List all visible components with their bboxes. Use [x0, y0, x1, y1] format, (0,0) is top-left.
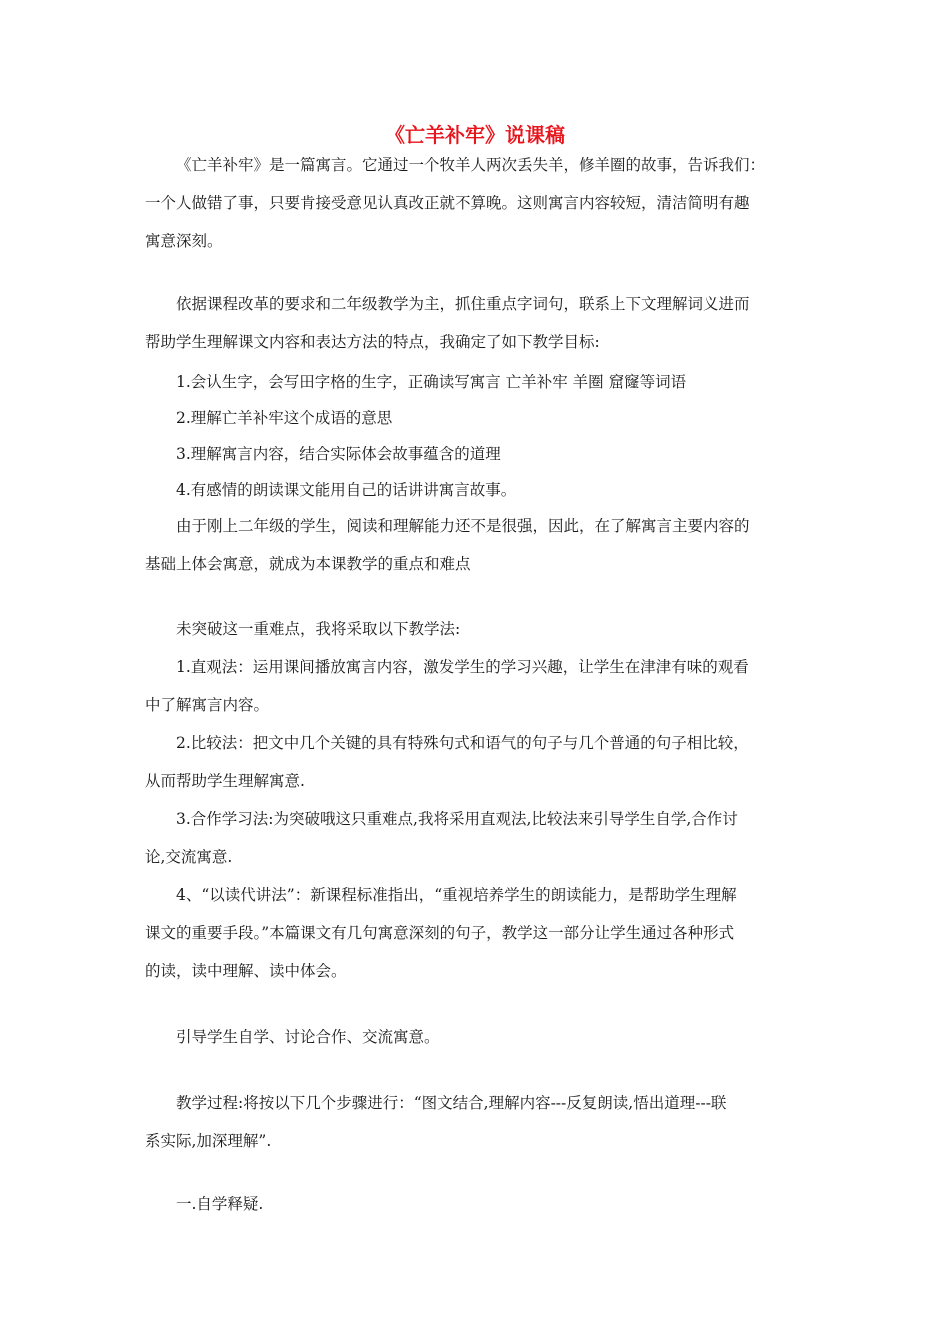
- step-1-heading: 一.自学释疑.: [176, 1195, 264, 1213]
- goals-intro-paragraph: [145, 285, 810, 361]
- intro-paragraph: [145, 146, 810, 260]
- guide-paragraph: 引导学生自学、讨论合作、交流寓意。: [176, 1028, 440, 1046]
- process-paragraph: 教学过程:将按以下几个步骤进行：“图文结合,理解内容---反复朗读,悟出道理---联 系实际,加深理解”.: [145, 1094, 727, 1150]
- goals-list: [145, 364, 810, 508]
- difficulty-line: 基础上体会寓意，就成为本课教学的重点和难点: [145, 555, 471, 573]
- difficulty-line: 由于刚上二年级的学生，阅读和理解能力还不是很强，因此，在了解寓言主要内容的: [176, 517, 750, 535]
- goal-item: 4.有感情的朗读课文能用自己的话讲讲寓言故事。: [176, 481, 517, 499]
- difficulty-paragraph: [145, 507, 810, 583]
- goals-intro-line: 帮助学生理解课文内容和表达方法的特点，我确定了如下教学目标:: [145, 333, 600, 351]
- intro-line: 《亡羊补牢》是一篇寓言。它通过一个牧羊人两次丢失羊，修羊圈的故事，告诉我们：: [176, 156, 766, 174]
- goal-item: 2.理解亡羊补牢这个成语的意思: [176, 409, 393, 427]
- goal-item: 3.理解寓言内容，结合实际体会故事蕴含的道理: [176, 445, 501, 463]
- document-title: 《亡羊补牢》说课稿: [385, 123, 565, 147]
- methods-intro: 未突破这一重难点，我将采取以下教学法:: [176, 620, 461, 638]
- method-1: 1.直观法：运用课间播放寓言内容，激发学生的学习兴趣，让学生在津津有味的观看 中了解寓言内容。: [145, 658, 749, 714]
- goals-intro-line: 依据课程改革的要求和二年级教学为主，抓住重点字词句，联系上下文理解词义进而: [176, 295, 750, 313]
- intro-line: 一个人做错了事，只要肯接受意见认真改正就不算晚。这则寓言内容较短，清洁简明有趣: [145, 194, 750, 212]
- method-2: 2.比较法：把文中几个关键的具有特殊句式和语气的句子与几个普通的句子相比较， 从而帮助学生理解寓意.: [145, 734, 749, 790]
- goal-item: 1.会认生字，会写田字格的生字，正确读写寓言 亡羊补牢 羊圈 窟窿等词语: [176, 373, 687, 391]
- intro-line: 寓意深刻。: [145, 232, 223, 250]
- method-3: 3.合作学习法:为突破哦这只重难点,我将采用直观法,比较法来引导学生自学,合作讨 论,交流寓意.: [145, 810, 738, 866]
- method-4: 4、“以读代讲法”：新课程标准指出，“重视培养学生的朗读能力，是帮助学生理解 课文的重要手段。”本篇课文有几句寓意深刻的句子，教学这一部分让学生通过各种形式 的读，读中理解、读中体会。: [145, 886, 737, 980]
